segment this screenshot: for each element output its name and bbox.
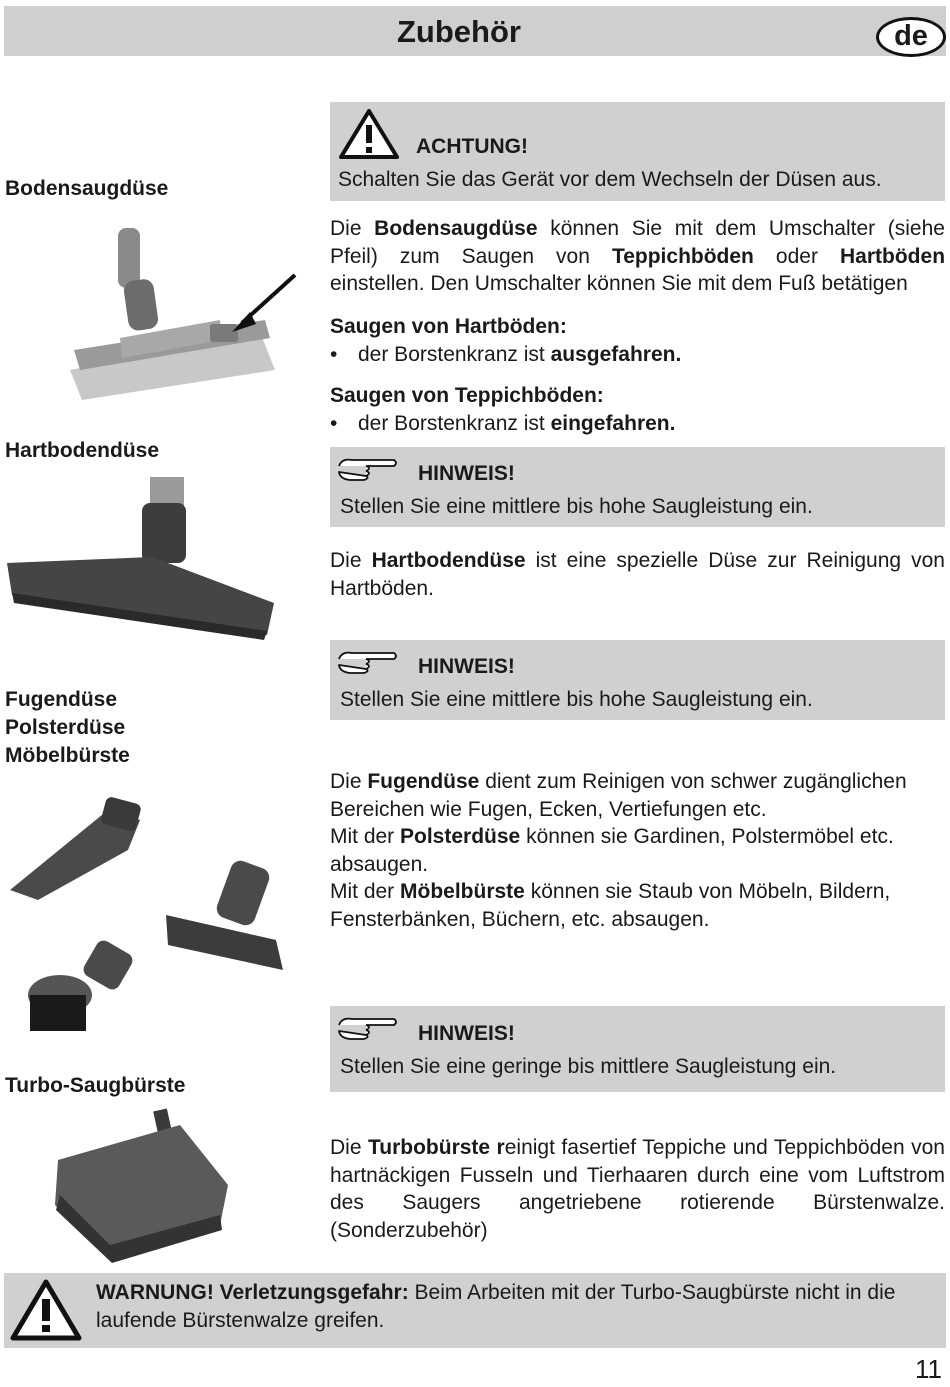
text-run: der Borstenkranz ist	[358, 411, 551, 435]
crevice-upholstery-brush-image	[8, 795, 288, 1040]
warnung-text	[96, 1279, 942, 1334]
label-turbo-saugbuerste: Turbo-Saugbürste	[5, 1074, 186, 1097]
label-polsterduese-text: Polsterdüse	[5, 716, 126, 739]
fugenduese-line	[330, 768, 945, 823]
warning-triangle-icon	[10, 1279, 82, 1341]
bold-run: Hartbodendüse	[371, 549, 526, 572]
fugenduese-paragraph	[330, 768, 945, 933]
warning-triangle-icon	[338, 108, 400, 160]
hard-floor-nozzle-image	[2, 475, 292, 645]
hinweis-1-heading: HINWEIS!	[418, 462, 515, 485]
bold-run: Bodensaugdüse	[374, 217, 538, 240]
text-run: Die	[330, 549, 372, 572]
moebelbuerste-line	[330, 878, 945, 933]
bold-run: Hartböden	[840, 244, 946, 268]
floor-nozzle-image	[60, 220, 300, 410]
hartboden-paragraph	[330, 547, 945, 602]
text-run: können Sie mit dem Umschalter (siehe Pfeil) zum Saugen von	[330, 217, 945, 268]
hinweis-1-text: Stellen Sie eine mittlere bis hohe Saugleistung ein.	[340, 495, 813, 518]
label-moebelbuerste-text: Möbelbürste	[5, 744, 130, 767]
page-number: 11	[915, 1354, 942, 1384]
hinweis-2-text: Stellen Sie eine mittlere bis hohe Saugleistung ein.	[340, 688, 813, 711]
achtung-heading: ACHTUNG!	[416, 135, 528, 158]
bold-run: WARNUNG! Verletzungsgefahr:	[96, 1281, 409, 1304]
hinweis-3-text: Stellen Sie eine geringe bis mittlere Saugleistung ein.	[340, 1055, 837, 1078]
text-run: einstellen. Den Umschalter können Sie mit dem Fuß betätigen	[330, 272, 908, 295]
label-fugenduese-text: Fugendüse	[5, 688, 118, 711]
text-run: Mit der	[330, 880, 401, 903]
turbo-brush-image	[50, 1105, 250, 1265]
text-run: Die	[330, 770, 368, 793]
text-run: Die	[330, 1136, 368, 1159]
text-run: Mit der	[330, 825, 401, 848]
text-run: einigt fasertief Teppiche und Teppichböden von hartnäckigen Fusseln und Tierhaaren durch eine vom Luftstrom des Saugers angetriebene rotierende Bürstenwalze. (Sonderzubehör)	[330, 1136, 945, 1242]
bold-run: Turbobürste r	[367, 1136, 505, 1159]
teppichboeden-heading: Saugen von Teppichböden:	[330, 384, 604, 407]
bullet: •	[330, 342, 338, 366]
text-run: können sie Staub von Möbeln, Bildern, Fensterbänken, Büchern, etc. absaugen.	[330, 880, 891, 931]
hinweis-box-2	[330, 640, 945, 720]
label-bodensaugduese: Bodensaugdüse	[5, 177, 169, 200]
hartboeden-section	[330, 313, 945, 368]
label-hartbodenduese: Hartbodendüse	[5, 439, 160, 462]
pointing-hand-icon	[336, 1013, 398, 1041]
hartboeden-heading: Saugen von Hartböden:	[330, 315, 567, 338]
boden-paragraph	[330, 215, 945, 298]
hinweis-box-1	[330, 447, 945, 527]
bold-run: Möbelbürste	[400, 880, 525, 903]
text-run: ist eine spezielle Düse zur Reinigung von Hartböden.	[330, 549, 945, 600]
page-title: Zubehör	[397, 14, 521, 49]
bullet: •	[330, 411, 338, 435]
polsterduese-line	[330, 823, 945, 878]
hinweis-box-3	[330, 1006, 945, 1092]
page-header	[4, 6, 946, 56]
bold-run: ausgefahren.	[550, 342, 682, 366]
hinweis-2-heading: HINWEIS!	[418, 655, 515, 678]
bold-run: Polsterdüse	[400, 825, 521, 848]
bold-run: eingefahren.	[550, 411, 676, 435]
teppichboeden-bullet-item	[330, 410, 945, 438]
text-run: Die	[330, 217, 375, 240]
achtung-box	[330, 102, 945, 201]
bold-run: Teppichböden	[611, 244, 754, 268]
hartboeden-bullet-item	[330, 341, 945, 369]
text-run: der Borstenkranz ist	[358, 342, 551, 366]
hinweis-3-heading: HINWEIS!	[418, 1022, 515, 1045]
turbo-paragraph	[330, 1134, 945, 1244]
warnung-box	[4, 1273, 946, 1348]
achtung-text: Schalten Sie das Gerät vor dem Wechseln der Düsen aus.	[338, 168, 882, 191]
text-run: dient zum Reinigen von schwer zugänglichen Bereichen wie Fugen, Ecken, Vertiefungen etc.	[330, 770, 907, 821]
pointing-hand-icon	[336, 454, 398, 482]
teppichboeden-section	[330, 382, 945, 437]
text-run: oder	[753, 244, 841, 268]
text-run: Beim Arbeiten mit der Turbo-Saugbürste nicht in die laufende Bürstenwalze greifen.	[96, 1281, 896, 1332]
label-fugenduese	[5, 686, 130, 770]
text-run: können sie Gardinen, Polstermöbel etc. absaugen.	[330, 825, 894, 876]
language-badge: de	[876, 17, 946, 57]
bold-run: Fugendüse	[367, 770, 480, 793]
pointing-hand-icon	[336, 647, 398, 675]
